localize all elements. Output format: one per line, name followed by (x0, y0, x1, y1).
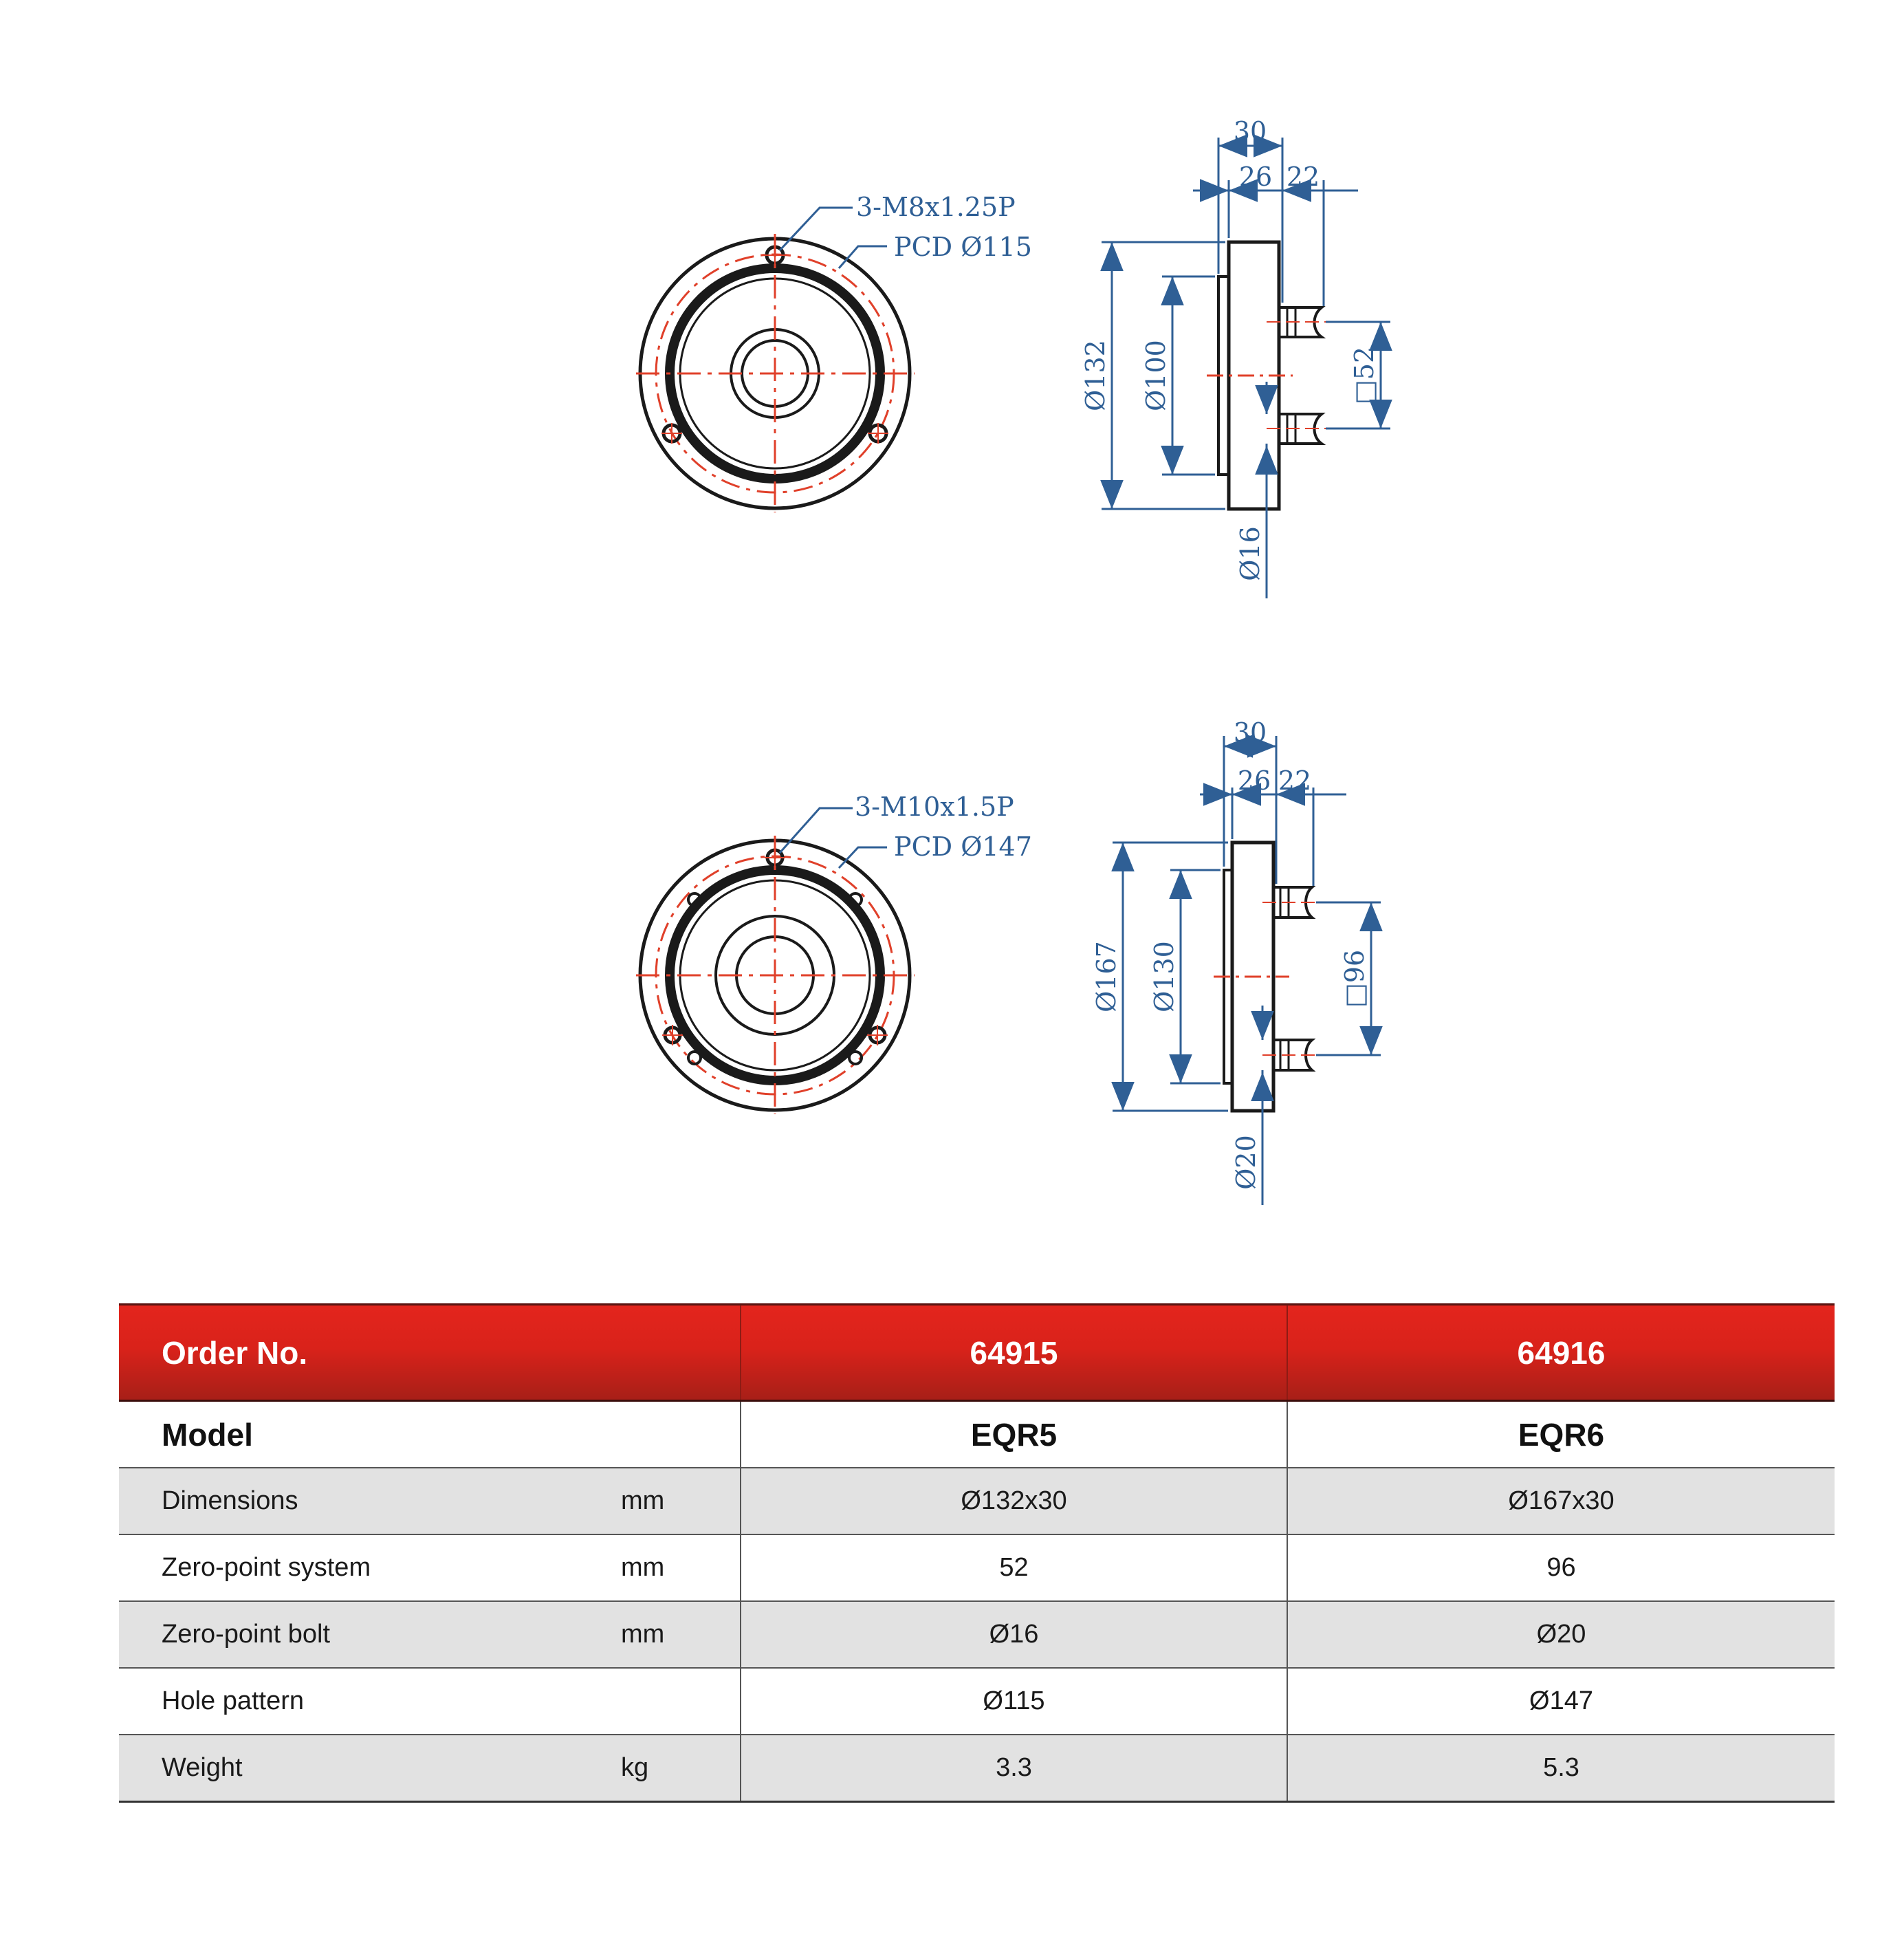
table-row (119, 1534, 1835, 1601)
table-header-row (119, 1305, 1835, 1401)
dim-bolt-diameter: Ø20 (1231, 1135, 1261, 1190)
row-label: Dimensions (119, 1468, 621, 1534)
row-value-64916: 5.3 (1287, 1735, 1835, 1802)
table-row (119, 1468, 1835, 1534)
header-order-no-64915: 64915 (741, 1305, 1287, 1401)
dim-square-pattern: □96 (1339, 949, 1370, 1008)
row-value-64916: 96 (1287, 1534, 1835, 1601)
model-label: Model (119, 1401, 741, 1468)
row-unit: mm (621, 1601, 741, 1668)
table-row (119, 1668, 1835, 1735)
dim-recess-diameter: Ø100 (1141, 340, 1171, 411)
side-view-eqr5 (1207, 242, 1331, 509)
table-row (119, 1735, 1835, 1802)
front-view-eqr5 (636, 208, 915, 512)
row-value-64915: 3.3 (741, 1735, 1287, 1802)
row-label: Hole pattern (119, 1668, 621, 1735)
dim-total-width: 30 (1233, 717, 1267, 748)
pcd-callout: PCD Ø147 (894, 832, 1032, 862)
dim-bolt-length: 22 (1278, 766, 1312, 796)
row-value-64915: Ø115 (741, 1668, 1287, 1735)
thread-callout: 3-M10x1.5P (855, 792, 1014, 822)
row-unit (621, 1668, 741, 1735)
row-label: Zero-point system (119, 1534, 621, 1601)
row-value-64916: Ø167x30 (1287, 1468, 1835, 1534)
side-view-eqr6 (1214, 843, 1320, 1111)
table-row (119, 1601, 1835, 1668)
row-value-64916: Ø147 (1287, 1668, 1835, 1735)
dim-square-pattern: □52 (1349, 346, 1379, 405)
row-value-64915: Ø16 (741, 1601, 1287, 1668)
table-row-model (119, 1401, 1835, 1468)
dim-total-width: 30 (1233, 116, 1267, 146)
pcd-callout: PCD Ø115 (894, 232, 1032, 262)
row-label: Zero-point bolt (119, 1601, 621, 1668)
dim-body-width: 26 (1238, 162, 1273, 192)
dim-bolt-length: 22 (1286, 162, 1320, 192)
row-unit: mm (621, 1468, 741, 1534)
dim-bolt-diameter: Ø16 (1235, 526, 1265, 581)
row-label: Weight (119, 1735, 621, 1802)
thread-callout: 3-M8x1.25P (856, 192, 1016, 222)
row-value-64915: Ø132x30 (741, 1468, 1287, 1534)
dim-outer-diameter: Ø132 (1080, 340, 1110, 411)
row-value-64915: 52 (741, 1534, 1287, 1601)
row-unit: kg (621, 1735, 741, 1802)
model-value-eqr5: EQR5 (741, 1401, 1287, 1468)
model-value-eqr6: EQR6 (1287, 1401, 1835, 1468)
row-value-64916: Ø20 (1287, 1601, 1835, 1668)
dim-outer-diameter: Ø167 (1091, 941, 1121, 1012)
row-unit: mm (621, 1534, 741, 1601)
spec-table (119, 1303, 1835, 1803)
dim-recess-diameter: Ø130 (1149, 941, 1179, 1012)
pcd-leader-line (839, 847, 887, 868)
dim-body-width: 26 (1237, 766, 1271, 796)
front-view-eqr6 (636, 808, 915, 1114)
header-order-no-64916: 64916 (1287, 1305, 1835, 1401)
header-order-no-label: Order No. (119, 1305, 741, 1401)
